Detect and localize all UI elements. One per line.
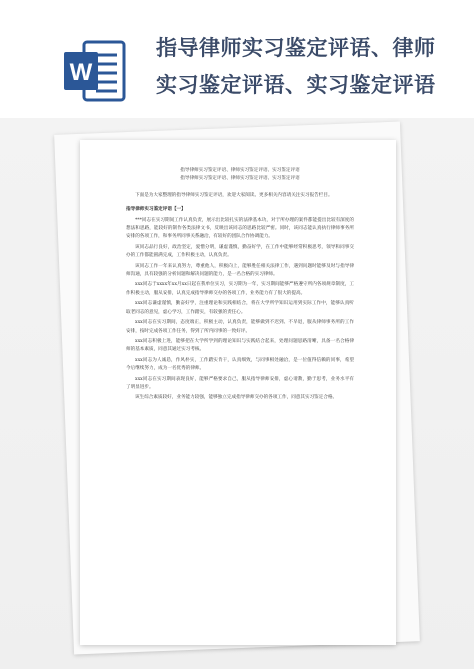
document-heading-line-2: 指导律师实习鉴定评语、律师实习鉴定评语、实习鉴定评语 bbox=[180, 176, 300, 182]
section-title: 指导律师实习鉴定评语【一】 bbox=[126, 207, 186, 213]
header bbox=[0, 0, 474, 118]
document-page bbox=[80, 140, 396, 645]
document-body bbox=[126, 167, 354, 403]
paragraph: xxx同志谦虚谨慎，勤奋好学，注重理论和实践相结合，将在大学所学知识运用到实际工作中，能够认真听取老同志的意见，虚心学习，工作踏实，有较强的责任心。 bbox=[126, 301, 354, 315]
title-line-1: 指导律师实习鉴定评语、律师 bbox=[156, 36, 436, 60]
paragraph: xxx同志于xxxx年xx月xx日起在我单位实习，实习期为一年，实习期间能够严格遵守所内各项规章制度，工作积极主动，服从安排，认真完成指导律师交办的各项工作，业务能力有了很大的提高。 bbox=[126, 282, 354, 296]
paragraph: xxx同志为人诚恳，作风朴实，工作踏实肯干，认真细致，与同事相处融洽，是一位值得信赖的同事，希望今后继续努力，成为一名优秀的律师。 bbox=[126, 357, 354, 372]
document-intro: 下面是为大家整理的指导律师实习鉴定评语，欢迎大家阅读。更多相关内容请关注实习报告栏目。 bbox=[135, 192, 333, 198]
page-title bbox=[156, 30, 466, 104]
paragraph: 该生综合素质较好，业务能力较强，能够独立完成指导律师交办的各项工作，同意其实习鉴定合格。 bbox=[135, 395, 338, 401]
paragraph: xxx同志积极上进，能够把在大学所学到的理论知识与实践结合起来，处理问题思路清晰，具备一名合格律师的基本素质，同意其通过实习考核。 bbox=[126, 338, 354, 353]
paragraph: 该同志品行良好，政治坚定，爱憎分明，谦虚谨慎，勤奋好学，在工作中能够经常积极思考，领导和同事交办的工作都能圆满完成，工作积极主动，认真负责。 bbox=[126, 244, 354, 259]
title-line-2: 实习鉴定评语、实习鉴定评语 bbox=[156, 73, 436, 97]
word-logo-letter: W bbox=[69, 59, 93, 86]
paragraph: 该同志工作一年来认真努力，尊重他人，积极向上，能够胜任相关法律工作，遇到问题时能够及时与指导律师沟通，具有较强的分析问题和解决问题的能力，是一名合格的实习律师。 bbox=[126, 263, 354, 278]
document-heading-line-1: 指导律师实习鉴定评语、律师实习鉴定评语、实习鉴定评语 bbox=[180, 168, 300, 173]
paragraph: ***同志在实习期间工作认真负责，展示出比较扎实的法律基本功，对于所办理的案件都能提出比较有深度的想法和思路，能较好的制作各类法律文书，反映出该同志的思路比较严密。同时，该同志能认真执行律师事务所安排的各项工作，和事务所同事关系融洽，有较好的团队合作协调能力。 bbox=[126, 217, 354, 240]
paragraph: xxx同志在实习期间表现良好，能够严格要求自己，服从指导律师安排，虚心请教，勤于思考，业务水平有了明显进步。 bbox=[126, 376, 354, 390]
word-document-icon bbox=[62, 38, 128, 104]
paragraph: xxx同志在实习期间，态度端正，积极主动，认真负责，能够做到不迟到、不早退，服从律师事务所的工作安排，按时完成各项工作任务，得到了所内同事的一致好评。 bbox=[126, 320, 354, 334]
